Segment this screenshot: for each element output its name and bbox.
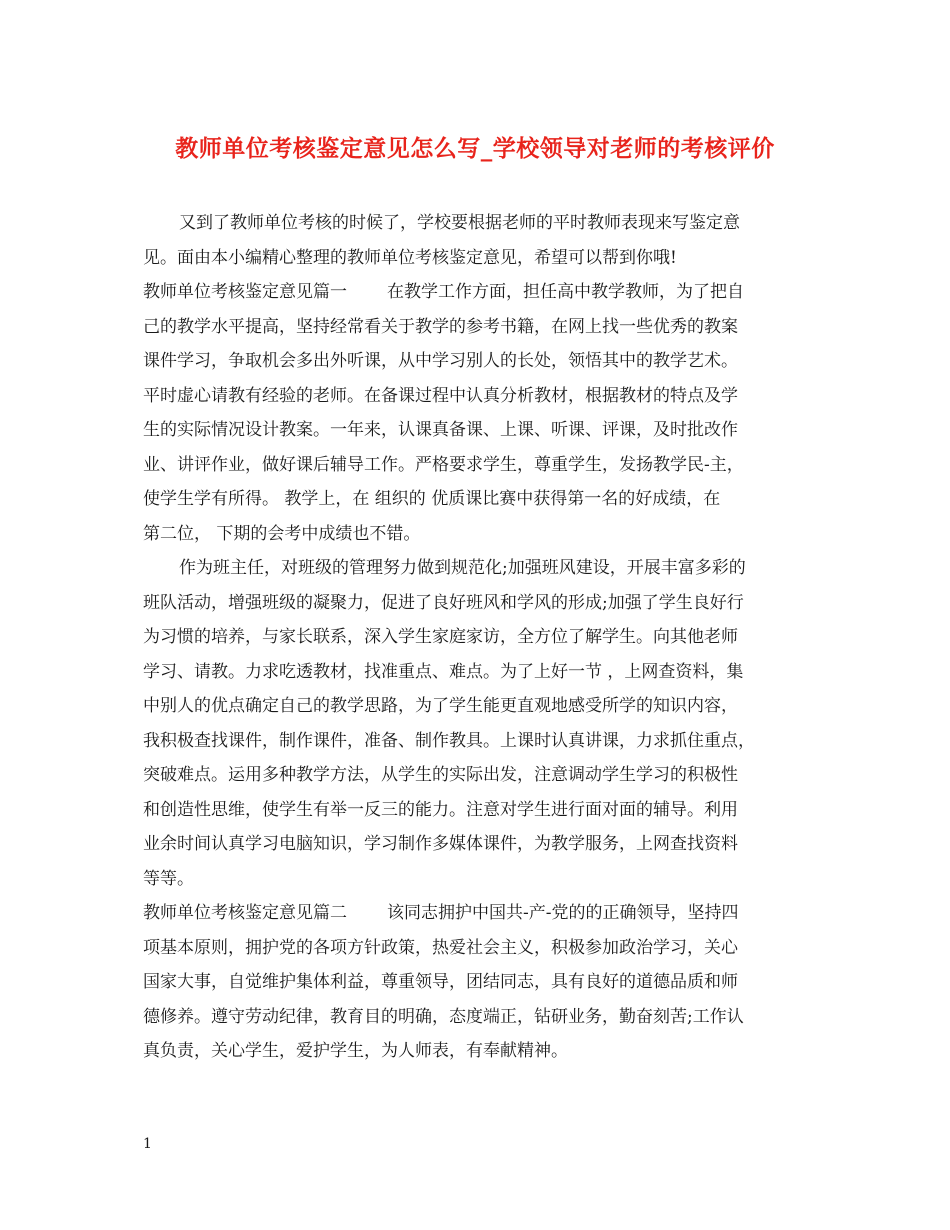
body-line: 课件学习，争取机会多出外听课，从中学习别人的长处，领悟其中的教学艺术。 (143, 351, 738, 371)
body-line: 等等。 (143, 868, 194, 889)
body-line: 我积极查找课件，制作课件，准备、制作教具。上课时认真讲课，力求抓住重点， (143, 730, 755, 751)
body-line: 生的实际情况设计教案。一年来，认课真备课、上课、听课、评课，及时批改作 (143, 420, 738, 440)
document-title: 教师单位考核鉴定意见怎么写_学校领导对老师的考核评价 (175, 136, 775, 162)
body-line: 业、讲评作业，做好课后辅导工作。严格要求学生，尊重学生，发扬教学民-主， (143, 454, 744, 475)
body-line: 己的教学水平提高，坚持经常看关于教学的参考书籍，在网上找一些优秀的教案 (143, 316, 738, 337)
section-text: 该同志拥护中国共-产-党的的正确领导，坚持四 (387, 903, 739, 923)
body-line: 中别人的优点确定自己的教学思路，为了学生能更直观地感受所学的知识内容， (143, 696, 738, 716)
body-line: 作为班主任，对班级的管理努力做到规范化;加强班风建设，开展丰富多彩的 (179, 558, 746, 578)
body-line: 业余时间认真学习电脑知识，学习制作多媒体课件，为教学服务，上网查找资料 (143, 834, 738, 854)
body-line: 国家大事，自觉维护集体利益，尊重领导，团结同志，具有良好的道德品质和师 (143, 972, 738, 992)
body-line: 和创造性思维，使学生有举一反三的能力。注意对学生进行面对面的辅导。利用 (143, 799, 738, 820)
section-line (143, 896, 823, 931)
body-line: 平时虚心请教有经验的老师。在备课过程中认真分析教材，根据教材的特点及学 (143, 385, 738, 406)
page-number: 1 (143, 1136, 152, 1152)
body-line: 德修养。遵守劳动纪律，教育目的明确，态度端正，钻研业务，勤奋刻苦;工作认 (143, 1006, 744, 1027)
section-heading: 教师单位考核鉴定意见篇一 (143, 282, 347, 302)
body-line: 第二位， 下期的会考中成绩也不错。 (143, 523, 421, 544)
body-line: 班队活动，增强班级的凝聚力，促进了良好班风和学风的形成;加强了学生良好行 (143, 592, 744, 613)
document-body (143, 206, 823, 1069)
body-line: 真负责，关心学生，爱护学生，为人师表，有奉献精神。 (143, 1041, 568, 1061)
section-text: 在教学工作方面，担任高中教学教师，为了把自 (387, 282, 744, 302)
body-line: 为习惯的培养，与家长联系，深入学生家庭家访，全方位了解学生。向其他老师 (143, 627, 738, 647)
body-line: 使学生学有所得。 教学上，在 组织的 优质课比赛中获得第一名的好成绩，在 (143, 489, 721, 509)
body-line: 项基本原则，拥护党的各项方针政策，热爱社会主义，积极参加政治学习，关心 (143, 937, 738, 958)
body-line: 见。面由本小编精心整理的教师单位考核鉴定意见，希望可以帮到你哦! (143, 247, 677, 268)
body-line: 学习、请教。力求吃透教材，找准重点、难点。为了上好一节 ，上网查资料，集 (143, 661, 744, 682)
body-line: 突破难点。运用多种教学方法，从学生的实际出发，注意调动学生学习的积极性 (143, 765, 738, 785)
section-heading: 教师单位考核鉴定意见篇二 (143, 903, 347, 923)
body-line: 又到了教师单位考核的时候了，学校要根据老师的平时教师表现来写鉴定意 (179, 213, 740, 233)
section-line (143, 275, 823, 310)
